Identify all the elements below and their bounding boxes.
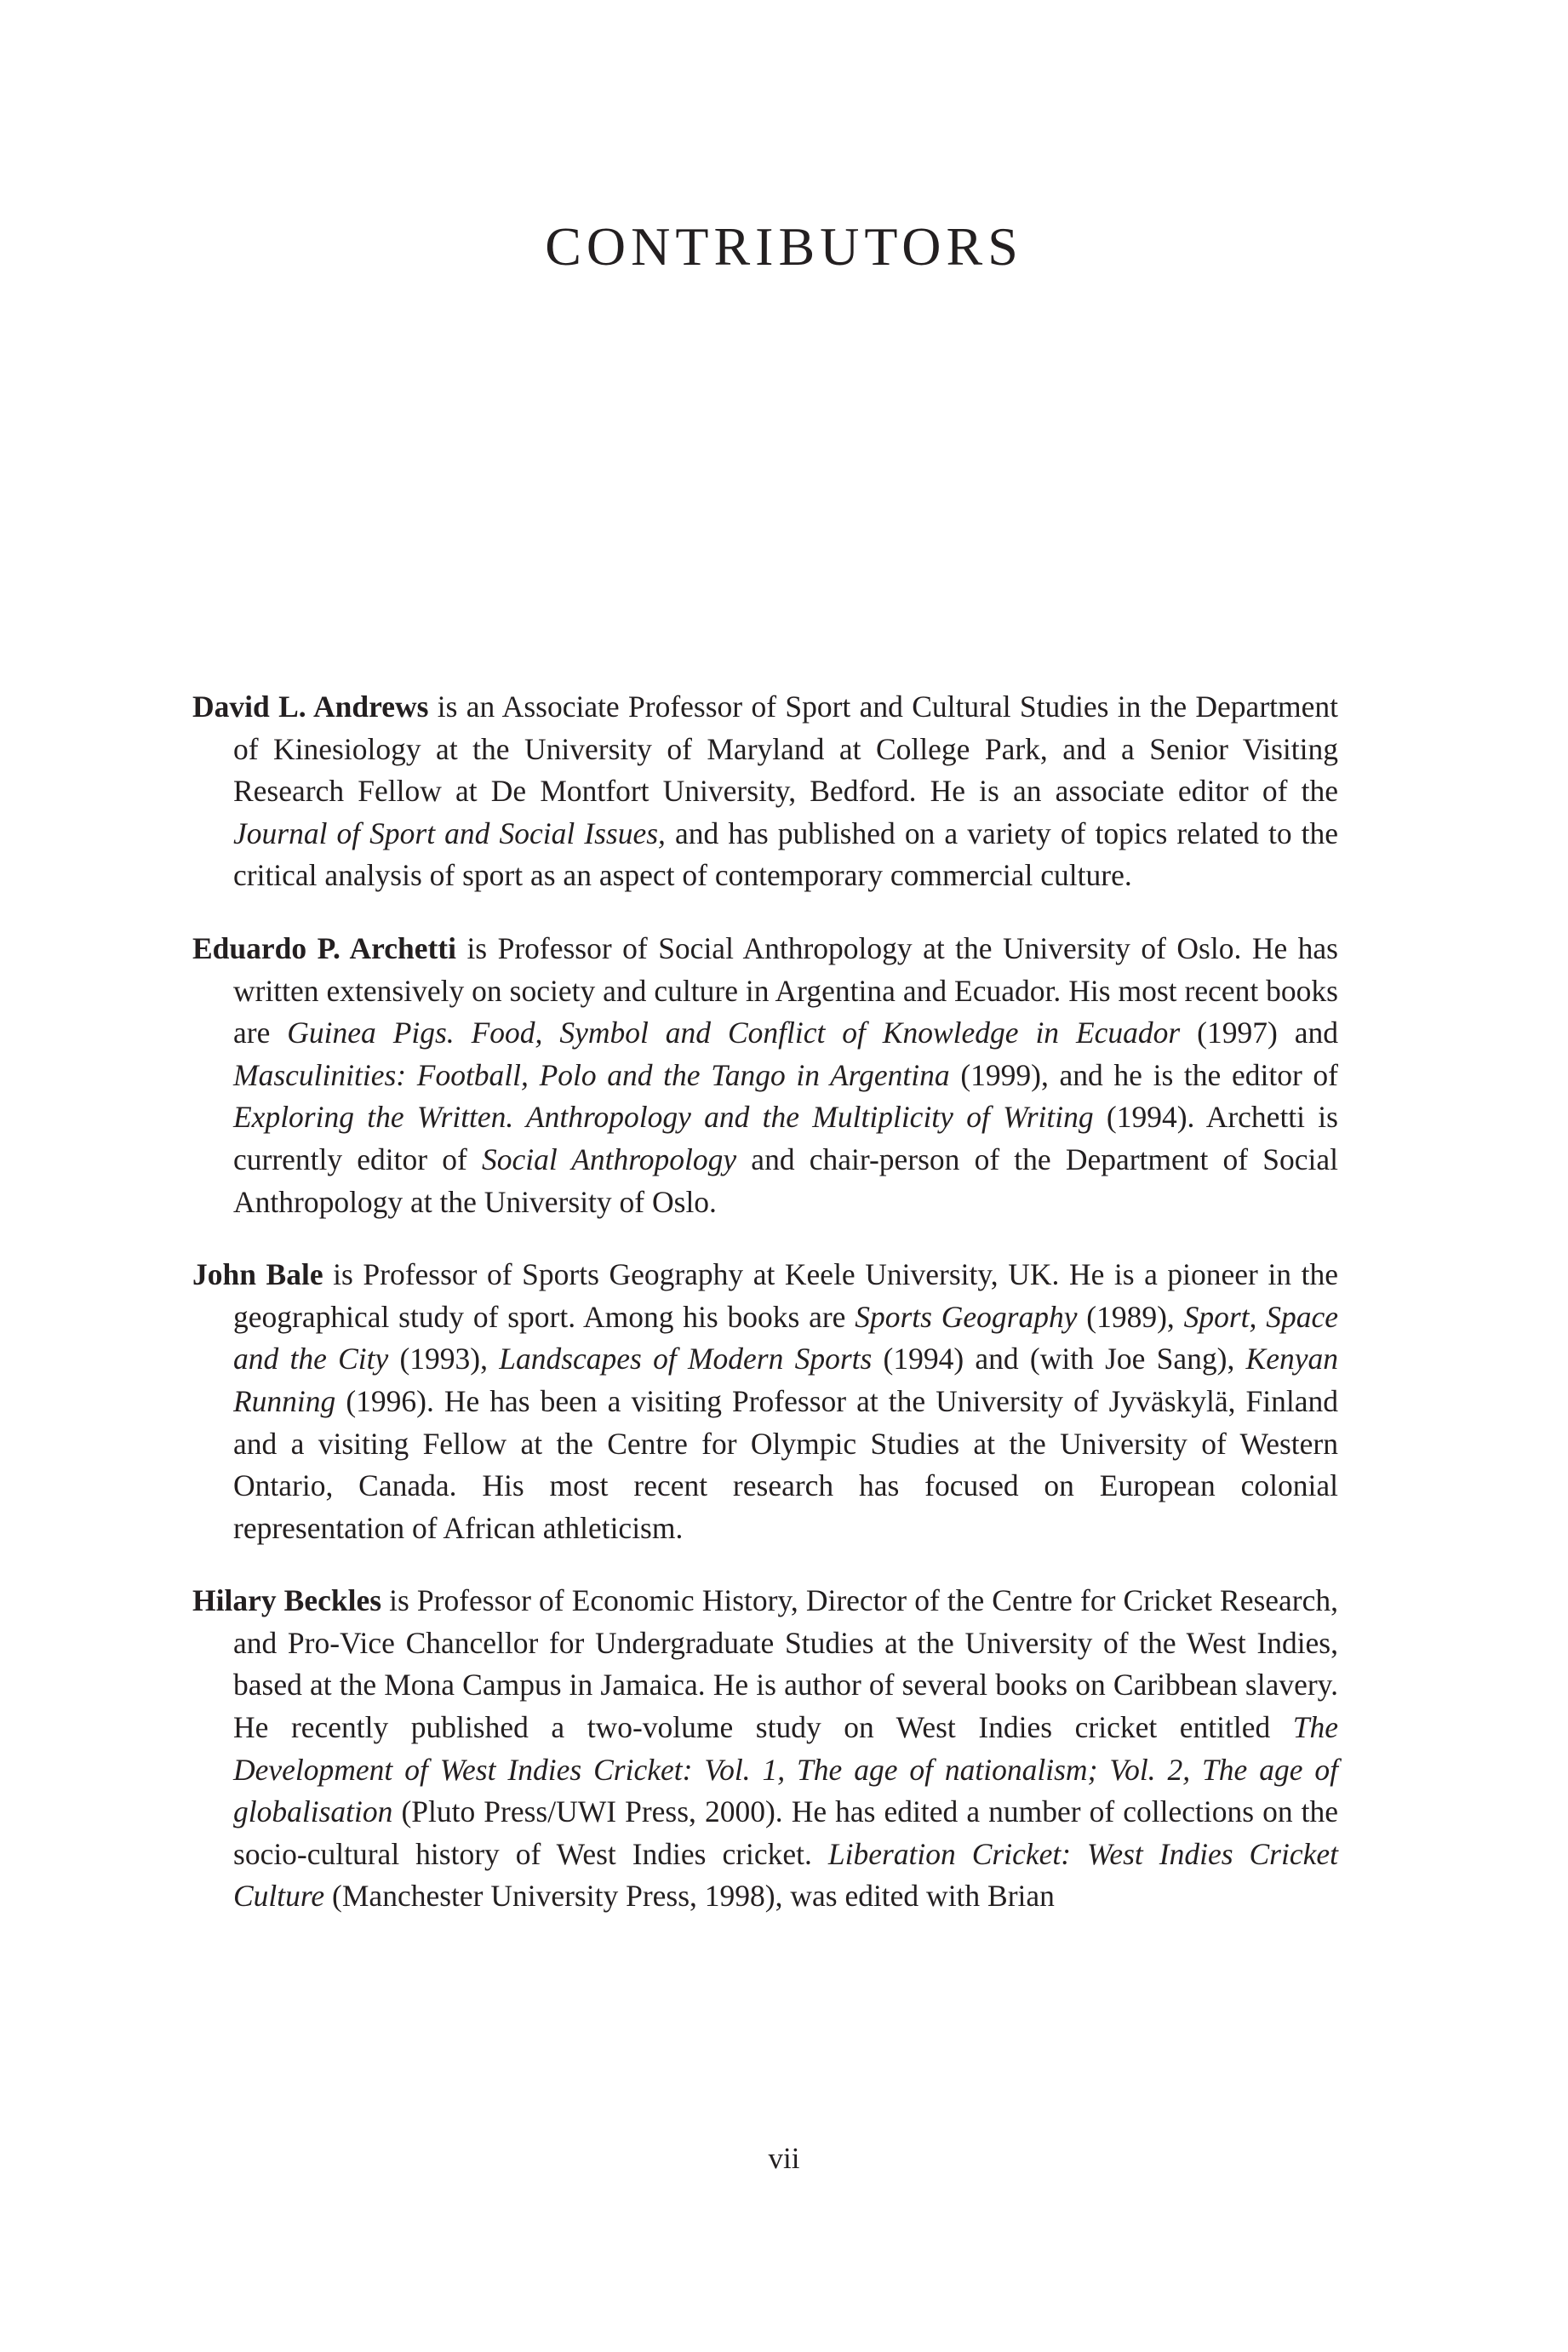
bio-text: (1999), and he is the editor of <box>949 1057 1338 1092</box>
bio-text: is Professor of Sports Geography at Keele University, UK. He is a pioneer in the geographical study of sport. Among his books are <box>233 1257 1338 1334</box>
contributor-entry <box>192 928 1338 1223</box>
work-title: Kenyan Running <box>233 1342 1338 1418</box>
contributor-entry <box>192 686 1338 897</box>
bio-text: (1993), <box>388 1342 500 1376</box>
contributor-entry <box>192 1580 1338 1918</box>
bio-text: (Pluto Press/UWI Press, 2000). He has edited a number of collections on the socio-cultural history of West Indies cricket. <box>233 1794 1338 1871</box>
contributor-name: John Bale <box>192 1257 323 1292</box>
contributor-name: Hilary Beckles <box>192 1583 382 1618</box>
contributor-entry <box>192 1254 1338 1549</box>
bio-text: (1989), <box>1077 1299 1184 1334</box>
contributor-name: Eduardo P. Archetti <box>192 930 456 965</box>
bio-text: (1994) and (with Joe Sang), <box>872 1342 1246 1376</box>
page-title: CONTRIBUTORS <box>545 216 1023 277</box>
work-title: The Development of West Indies Cricket: Vol. 1, The age of nationalism; Vol. 2, The age of globalisation <box>233 1710 1338 1829</box>
bio-text: is an Associate Professor of Sport and Cultural Studies in the Department of Kinesiology at the University of Maryland at College Park, and a Senior Visiting Research Fellow at De Montfort University, Bedford. He is an associate editor of the <box>233 690 1338 809</box>
bio-text: (1997) and <box>1180 1016 1338 1050</box>
work-title: Masculinities: Football, Polo and the Tango in Argentina <box>233 1057 950 1092</box>
bio-text: (1994). Archetti is currently editor of <box>233 1100 1338 1176</box>
work-title: Journal of Sport and Social Issues, <box>233 815 666 850</box>
contributor-list <box>192 686 1338 1949</box>
bio-text: and has published on a variety of topics related to the critical analysis of sport as an aspect of contemporary commercial culture. <box>233 815 1338 893</box>
bio-text: and chair-person of the Department of Social Anthropology at the University of Oslo. <box>233 1142 1339 1219</box>
work-title: Social Anthropology <box>481 1142 737 1176</box>
bio-text: is Professor of Economic History, Director of the Centre for Cricket Research, and Pro-Vice Chancellor for Undergraduate Studies at the University of the West Indies, based at the Mona Campus in Jamaica. He is author of several books on Caribbean slavery. He recently published a two-volume study on West Indies cricket entitled <box>233 1583 1338 1745</box>
contributor-name: David L. Andrews <box>192 690 429 724</box>
bio-text: (1996). He has been a visiting Professor at the University of Jyväskylä, Finland and a visiting Fellow at the Centre for Olympic Studies at the University of Western Ontario, Canada. His most recent research has focused on European colonial representation of African athleticism. <box>233 1383 1338 1545</box>
work-title: Exploring the Written. Anthropology and the Multiplicity of Writing <box>233 1100 1094 1135</box>
work-title: Sports Geography <box>855 1299 1078 1334</box>
work-title: Sport, Space and the City <box>233 1299 1338 1376</box>
work-title: Landscapes of Modern Sports <box>499 1342 873 1376</box>
bio-text: (Manchester University Press, 1998), was edited with Brian <box>324 1879 1055 1914</box>
work-title: Guinea Pigs. Food, Symbol and Conflict of Knowledge in Ecuador <box>287 1016 1181 1050</box>
page-number: vii <box>768 2142 800 2175</box>
bio-text: is Professor of Social Anthropology at the University of Oslo. He has written extensively on society and culture in Argentina and Ecuador. His most recent books are <box>233 930 1338 1050</box>
work-title: Liberation Cricket: West Indies Cricket Culture <box>233 1836 1338 1914</box>
